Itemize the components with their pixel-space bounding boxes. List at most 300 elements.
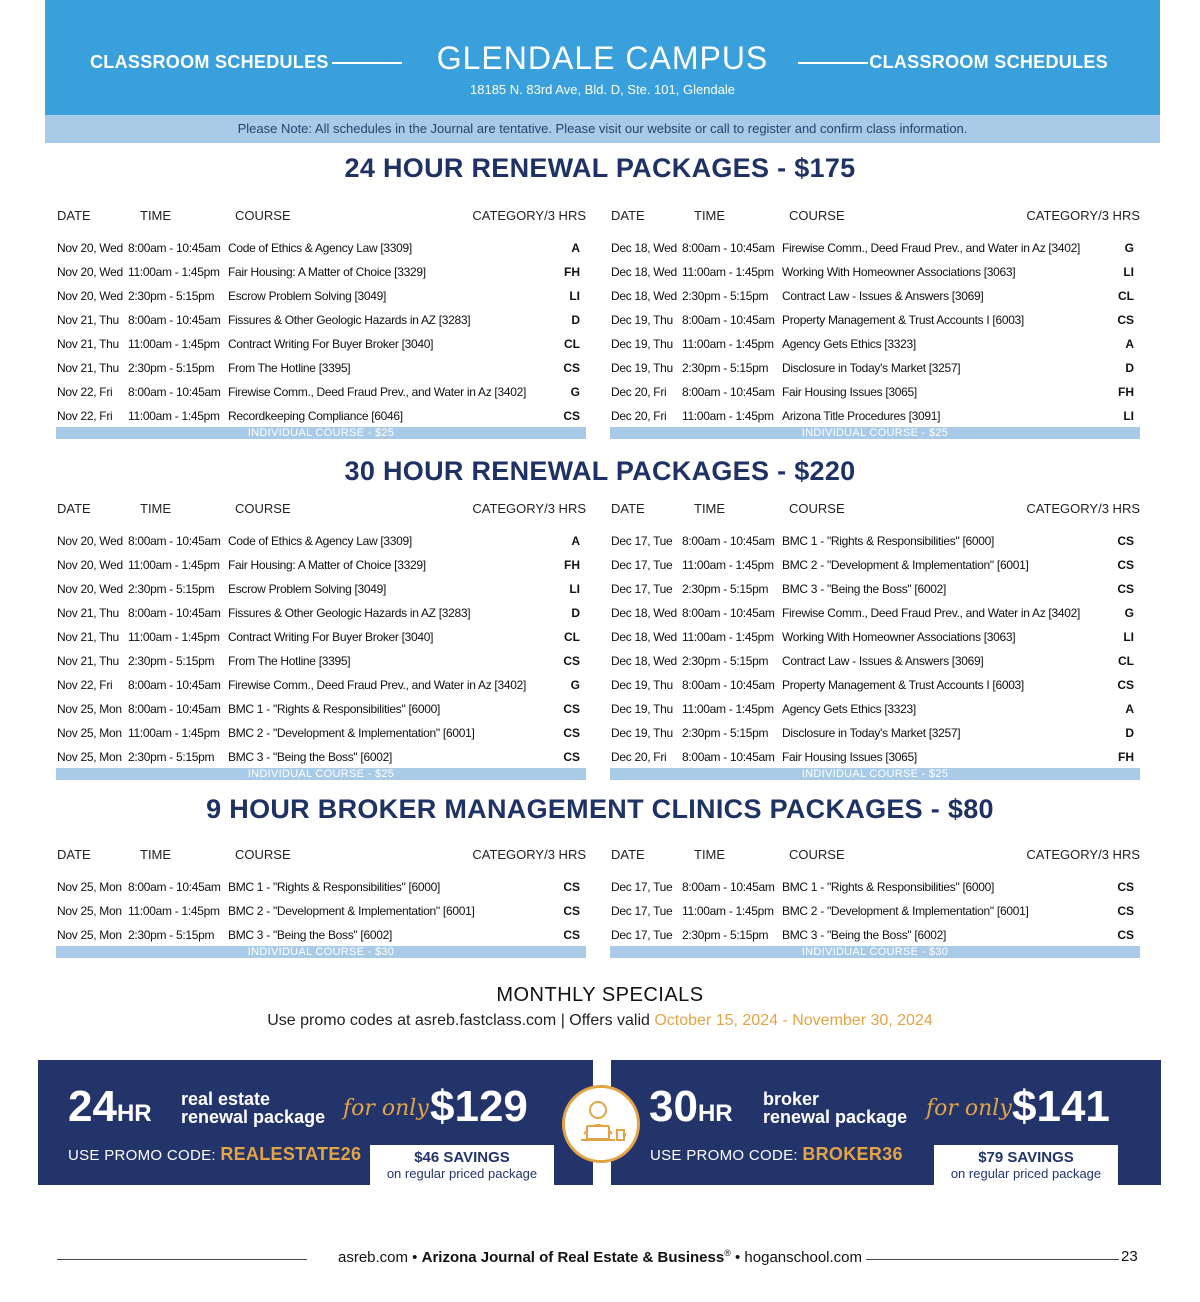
row-course: BMC 3 - "Being the Boss" [6002]	[228, 928, 392, 942]
row-category: CS	[1117, 558, 1134, 572]
savings-box	[934, 1145, 1118, 1185]
row-category: CS	[1117, 904, 1134, 918]
row-course: BMC 2 - "Development & Implementation" [6001]	[228, 726, 475, 740]
footer-separator: •	[408, 1249, 422, 1266]
header-time: TIME	[694, 208, 726, 223]
table-row	[610, 647, 1140, 671]
table-row	[56, 402, 586, 426]
row-course: BMC 1 - "Rights & Responsibilities" [6000]	[228, 702, 441, 716]
row-course: BMC 3 - "Being the Boss" [6002]	[228, 750, 392, 764]
table-header	[56, 847, 586, 873]
promo-package	[763, 1090, 907, 1126]
for-only-script: for only	[343, 1096, 429, 1121]
row-category: CS	[1117, 582, 1134, 596]
row-date: Dec 19, Thu	[611, 678, 673, 692]
row-time: 8:00am - 10:45am	[682, 750, 775, 764]
row-time: 8:00am - 10:45am	[128, 534, 221, 548]
savings-note: on regular priced package	[950, 1166, 1102, 1181]
promo-hours	[649, 1082, 733, 1132]
row-date: Nov 22, Fri	[57, 678, 113, 692]
row-time: 8:00am - 10:45am	[682, 313, 775, 327]
left-label: CLASSROOM SCHEDULES	[90, 52, 329, 72]
table-header	[56, 208, 586, 234]
row-date: Dec 18, Wed	[611, 289, 677, 303]
row-date: Dec 20, Fri	[611, 385, 667, 399]
promo-card-realestate	[38, 1060, 593, 1185]
row-time: 11:00am - 1:45pm	[128, 409, 220, 423]
row-time: 8:00am - 10:45am	[682, 241, 775, 255]
header-date: DATE	[57, 208, 91, 223]
row-course: Escrow Problem Solving [3049]	[228, 289, 387, 303]
row-date: Nov 20, Wed	[57, 558, 123, 572]
header-category: CATEGORY/3 HRS	[472, 208, 586, 223]
promo-price: $129	[430, 1082, 528, 1131]
promo-price: $141	[1012, 1082, 1110, 1131]
header-time: TIME	[694, 501, 726, 516]
row-category: CS	[1117, 928, 1134, 942]
row-time: 11:00am - 1:45pm	[128, 904, 220, 918]
row-date: Dec 20, Fri	[611, 409, 667, 423]
promo-hours	[68, 1082, 152, 1132]
table-header	[56, 501, 586, 527]
table-row	[56, 671, 586, 695]
table-row	[56, 599, 586, 623]
schedule-table	[610, 847, 1140, 958]
table-row	[56, 647, 586, 671]
row-course: BMC 2 - "Development & Implementation" [6001]	[782, 904, 1029, 918]
row-category: FH	[1118, 385, 1134, 399]
row-time: 11:00am - 1:45pm	[128, 337, 220, 351]
row-date: Nov 25, Mon	[57, 726, 122, 740]
row-category: D	[1125, 361, 1134, 375]
row-course: BMC 1 - "Rights & Responsibilities" [6000]	[782, 880, 995, 894]
savings-note: on regular priced package	[386, 1166, 538, 1181]
row-course: Fair Housing: A Matter of Choice [3329]	[228, 265, 426, 279]
row-date: Nov 20, Wed	[57, 534, 123, 548]
row-time: 2:30pm - 5:15pm	[682, 582, 769, 596]
row-date: Nov 25, Mon	[57, 904, 122, 918]
online-student-icon	[562, 1085, 640, 1163]
table-row	[56, 695, 586, 719]
row-category: CS	[1117, 880, 1134, 894]
row-course: Firewise Comm., Deed Fraud Prev., and Water in Az [3402]	[782, 241, 1080, 255]
header-course: COURSE	[235, 208, 291, 223]
promo-package-line2: renewal package	[763, 1107, 908, 1127]
row-category: FH	[564, 265, 580, 279]
row-time: 2:30pm - 5:15pm	[128, 750, 215, 764]
row-date: Nov 21, Thu	[57, 630, 119, 644]
row-course: Arizona Title Procedures [3091]	[782, 409, 941, 423]
table-row	[56, 306, 586, 330]
row-time: 8:00am - 10:45am	[682, 385, 775, 399]
promo-package-line1: real estate	[181, 1089, 271, 1109]
schedule-table	[610, 501, 1140, 780]
table-row	[56, 354, 586, 378]
row-category: CS	[1117, 678, 1134, 692]
row-category: CS	[1117, 534, 1134, 548]
table-row	[56, 378, 586, 402]
row-date: Nov 25, Mon	[57, 880, 122, 894]
row-course: BMC 1 - "Rights & Responsibilities" [6000]	[782, 534, 995, 548]
row-course: Fair Housing Issues [3065]	[782, 385, 917, 399]
row-date: Nov 25, Mon	[57, 702, 122, 716]
table-row	[610, 354, 1140, 378]
header-course: COURSE	[789, 847, 845, 862]
row-category: D	[571, 606, 580, 620]
row-category: CS	[563, 361, 580, 375]
campus-address: 18185 N. 83rd Ave, Bld. D, Ste. 101, Glendale	[470, 82, 735, 97]
row-date: Nov 22, Fri	[57, 409, 113, 423]
table-row	[56, 575, 586, 599]
table-row	[56, 623, 586, 647]
table-row	[610, 402, 1140, 426]
row-date: Dec 17, Tue	[611, 558, 673, 572]
row-date: Nov 21, Thu	[57, 361, 119, 375]
table-row	[610, 551, 1140, 575]
row-date: Nov 20, Wed	[57, 265, 123, 279]
row-course: Disclosure in Today's Market [3257]	[782, 361, 961, 375]
header-category: CATEGORY/3 HRS	[472, 501, 586, 516]
promo-card-broker	[611, 1060, 1161, 1185]
row-date: Dec 18, Wed	[611, 265, 677, 279]
row-course: Contract Writing For Buyer Broker [3040]	[228, 337, 434, 351]
row-course: From The Hotline [3395]	[228, 654, 351, 668]
row-category: CL	[564, 630, 580, 644]
row-date: Dec 17, Tue	[611, 534, 673, 548]
row-date: Dec 19, Thu	[611, 726, 673, 740]
row-date: Nov 21, Thu	[57, 337, 119, 351]
row-category: CS	[563, 702, 580, 716]
table-row	[610, 575, 1140, 599]
row-course: Fissures & Other Geologic Hazards in AZ [3283]	[228, 606, 471, 620]
row-category: CL	[1118, 289, 1134, 303]
promo-code	[68, 1144, 361, 1165]
row-course: Agency Gets Ethics [3323]	[782, 337, 916, 351]
row-time: 8:00am - 10:45am	[682, 880, 775, 894]
individual-course-price: INDIVIDUAL COURSE - $30	[610, 946, 1140, 958]
row-time: 11:00am - 1:45pm	[682, 904, 774, 918]
row-category: CS	[563, 654, 580, 668]
row-date: Dec 19, Thu	[611, 313, 673, 327]
row-time: 11:00am - 1:45pm	[682, 558, 774, 572]
individual-course-price: INDIVIDUAL COURSE - $25	[56, 427, 586, 439]
row-time: 11:00am - 1:45pm	[128, 630, 220, 644]
row-time: 11:00am - 1:45pm	[682, 409, 774, 423]
promo-package-line1: broker	[763, 1089, 820, 1109]
promo-code-label: USE PROMO CODE:	[650, 1147, 803, 1164]
row-time: 11:00am - 1:45pm	[682, 702, 774, 716]
row-time: 2:30pm - 5:15pm	[128, 654, 215, 668]
row-course: Contract Writing For Buyer Broker [3040]	[228, 630, 434, 644]
row-time: 11:00am - 1:45pm	[128, 558, 220, 572]
header-course: COURSE	[235, 847, 291, 862]
campus-header	[45, 0, 1160, 115]
schedule-table	[56, 208, 586, 439]
row-course: BMC 3 - "Being the Boss" [6002]	[782, 928, 946, 942]
row-course: Fair Housing Issues [3065]	[782, 750, 917, 764]
row-date: Dec 17, Tue	[611, 582, 673, 596]
page-title: GLENDALE CAMPUS	[436, 40, 769, 76]
row-course: Code of Ethics & Agency Law [3309]	[228, 534, 412, 548]
individual-course-price: INDIVIDUAL COURSE - $25	[610, 427, 1140, 439]
promo-code-value: REALESTATE26	[220, 1144, 362, 1164]
row-date: Dec 17, Tue	[611, 904, 673, 918]
header-time: TIME	[140, 847, 172, 862]
row-time: 11:00am - 1:45pm	[682, 337, 774, 351]
table-row	[610, 623, 1140, 647]
row-time: 8:00am - 10:45am	[128, 880, 221, 894]
header-category: CATEGORY/3 HRS	[1026, 847, 1140, 862]
row-date: Dec 17, Tue	[611, 928, 673, 942]
row-time: 2:30pm - 5:15pm	[682, 726, 769, 740]
promo-hr-unit: HR	[116, 1100, 152, 1127]
table-row	[610, 873, 1140, 897]
table-row	[610, 527, 1140, 551]
footer-site-asreb: asreb.com	[337, 1249, 409, 1266]
row-time: 2:30pm - 5:15pm	[682, 361, 769, 375]
row-category: LI	[569, 289, 580, 303]
promo-package-line2: renewal package	[181, 1107, 326, 1127]
row-course: BMC 3 - "Being the Boss" [6002]	[782, 582, 946, 596]
row-course: Code of Ethics & Agency Law [3309]	[228, 241, 412, 255]
table-row	[610, 258, 1140, 282]
row-category: A	[1125, 702, 1134, 716]
header-category: CATEGORY/3 HRS	[1026, 501, 1140, 516]
row-course: From The Hotline [3395]	[228, 361, 351, 375]
header-date: DATE	[611, 208, 645, 223]
row-time: 8:00am - 10:45am	[128, 678, 221, 692]
header-time: TIME	[694, 847, 726, 862]
promo-hours-number: 24	[68, 1082, 117, 1131]
row-course: Property Management & Trust Accounts I [6003]	[782, 313, 1024, 327]
row-date: Dec 18, Wed	[611, 630, 677, 644]
row-date: Dec 20, Fri	[611, 750, 667, 764]
laptop-person-icon	[565, 1088, 637, 1160]
table-row	[56, 527, 586, 551]
promo-hours-number: 30	[649, 1082, 698, 1131]
row-category: CS	[1117, 313, 1134, 327]
row-time: 11:00am - 1:45pm	[128, 265, 220, 279]
promo-hr-unit: HR	[697, 1100, 733, 1127]
table-row	[610, 921, 1140, 945]
row-course: Contract Law - Issues & Answers [3069]	[782, 289, 984, 303]
row-date: Nov 20, Wed	[57, 582, 123, 596]
section-title-9hr: 9 HOUR BROKER MANAGEMENT CLINICS PACKAGES - $80	[206, 794, 994, 824]
row-course: BMC 1 - "Rights & Responsibilities" [6000]	[228, 880, 441, 894]
footer-line	[0, 1248, 1200, 1266]
savings-amount: $79 SAVINGS	[978, 1149, 1074, 1166]
for-only-script: for only	[926, 1096, 1012, 1121]
row-course: Contract Law - Issues & Answers [3069]	[782, 654, 984, 668]
footer-registered: ®	[724, 1248, 731, 1258]
row-date: Nov 21, Thu	[57, 606, 119, 620]
table-row	[56, 873, 586, 897]
row-course: Fissures & Other Geologic Hazards in AZ [3283]	[228, 313, 471, 327]
tentative-note: Please Note: All schedules in the Journal are tentative. Please visit our website or call to register and confirm class information.	[45, 115, 1160, 143]
row-category: CS	[563, 904, 580, 918]
row-time: 8:00am - 10:45am	[128, 241, 221, 255]
row-category: FH	[564, 558, 580, 572]
table-header	[610, 208, 1140, 234]
table-row	[610, 719, 1140, 743]
row-time: 2:30pm - 5:15pm	[128, 928, 215, 942]
row-date: Nov 21, Thu	[57, 313, 119, 327]
table-row	[56, 551, 586, 575]
row-date: Nov 25, Mon	[57, 928, 122, 942]
page-number: 23	[1121, 1248, 1138, 1265]
savings-box	[370, 1145, 554, 1185]
table-row	[56, 719, 586, 743]
schedule-table	[610, 208, 1140, 439]
section-title-30hr: 30 HOUR RENEWAL PACKAGES - $220	[344, 456, 856, 486]
row-date: Nov 20, Wed	[57, 241, 123, 255]
header-course: COURSE	[789, 208, 845, 223]
row-category: FH	[1118, 750, 1134, 764]
header-time: TIME	[140, 208, 172, 223]
row-date: Dec 19, Thu	[611, 337, 673, 351]
header-course: COURSE	[235, 501, 291, 516]
row-date: Dec 19, Thu	[611, 702, 673, 716]
row-time: 8:00am - 10:45am	[682, 534, 775, 548]
row-category: CS	[563, 750, 580, 764]
row-date: Dec 19, Thu	[611, 361, 673, 375]
row-course: Fair Housing: A Matter of Choice [3329]	[228, 558, 426, 572]
offer-dates: October 15, 2024 - November 30, 2024	[654, 1012, 933, 1029]
row-category: G	[570, 385, 580, 399]
promo-package	[181, 1090, 325, 1126]
table-row	[610, 671, 1140, 695]
promo-code	[650, 1144, 903, 1165]
row-category: LI	[1123, 409, 1134, 423]
row-date: Nov 22, Fri	[57, 385, 113, 399]
table-row	[56, 897, 586, 921]
promo-code-label: USE PROMO CODE:	[68, 1147, 221, 1164]
table-row	[610, 743, 1140, 767]
row-category: A	[571, 534, 580, 548]
row-course: Firewise Comm., Deed Fraud Prev., and Water in Az [3402]	[782, 606, 1080, 620]
table-row	[610, 282, 1140, 306]
row-time: 2:30pm - 5:15pm	[128, 361, 215, 375]
row-date: Nov 25, Mon	[57, 750, 122, 764]
row-date: Nov 20, Wed	[57, 289, 123, 303]
table-row	[610, 599, 1140, 623]
row-date: Dec 18, Wed	[611, 241, 677, 255]
row-time: 8:00am - 10:45am	[128, 702, 221, 716]
row-course: Disclosure in Today's Market [3257]	[782, 726, 961, 740]
header-time: TIME	[140, 501, 172, 516]
table-row	[610, 897, 1140, 921]
promo-code-value: BROKER36	[802, 1144, 903, 1164]
individual-course-price: INDIVIDUAL COURSE - $25	[610, 768, 1140, 780]
row-date: Dec 17, Tue	[611, 880, 673, 894]
row-category: LI	[569, 582, 580, 596]
header-date: DATE	[611, 501, 645, 516]
row-category: G	[570, 678, 580, 692]
row-category: D	[1125, 726, 1134, 740]
footer-separator: •	[730, 1249, 745, 1266]
table-row	[56, 330, 586, 354]
header-category: CATEGORY/3 HRS	[472, 847, 586, 862]
row-category: A	[1125, 337, 1134, 351]
row-category: CL	[1118, 654, 1134, 668]
savings-amount: $46 SAVINGS	[414, 1149, 510, 1166]
row-date: Nov 21, Thu	[57, 654, 119, 668]
row-date: Dec 18, Wed	[611, 606, 677, 620]
header-date: DATE	[611, 847, 645, 862]
row-category: CS	[563, 726, 580, 740]
table-row	[56, 282, 586, 306]
specials-subtitle	[0, 1012, 1200, 1030]
table-header	[610, 847, 1140, 873]
table-row	[56, 234, 586, 258]
table-row	[610, 378, 1140, 402]
schedule-table	[56, 847, 586, 958]
table-row	[610, 695, 1140, 719]
right-label: CLASSROOM SCHEDULES	[869, 52, 1108, 72]
individual-course-price: INDIVIDUAL COURSE - $25	[56, 768, 586, 780]
row-time: 8:00am - 10:45am	[128, 313, 221, 327]
row-category: LI	[1123, 630, 1134, 644]
row-category: G	[1124, 606, 1134, 620]
table-row	[56, 258, 586, 282]
specials-title: MONTHLY SPECIALS	[496, 984, 704, 1006]
table-row	[56, 921, 586, 945]
row-time: 8:00am - 10:45am	[682, 606, 775, 620]
header-date: DATE	[57, 847, 91, 862]
header-category: CATEGORY/3 HRS	[1026, 208, 1140, 223]
row-course: BMC 2 - "Development & Implementation" [6001]	[782, 558, 1029, 572]
row-course: Recordkeeping Compliance [6046]	[228, 409, 403, 423]
table-row	[610, 234, 1140, 258]
row-time: 11:00am - 1:45pm	[128, 726, 220, 740]
row-time: 2:30pm - 5:15pm	[682, 654, 769, 668]
row-course: Working With Homeowner Associations [3063]	[782, 265, 1016, 279]
row-course: Firewise Comm., Deed Fraud Prev., and Water in Az [3402]	[228, 385, 526, 399]
header-rule-right	[798, 62, 868, 64]
table-header	[610, 501, 1140, 527]
header-course: COURSE	[789, 501, 845, 516]
row-course: Working With Homeowner Associations [3063]	[782, 630, 1016, 644]
row-category: CS	[563, 880, 580, 894]
row-course: Property Management & Trust Accounts I [6003]	[782, 678, 1024, 692]
table-row	[56, 743, 586, 767]
row-time: 8:00am - 10:45am	[682, 678, 775, 692]
row-date: Dec 18, Wed	[611, 654, 677, 668]
row-time: 2:30pm - 5:15pm	[682, 289, 769, 303]
header-date: DATE	[57, 501, 91, 516]
row-category: D	[571, 313, 580, 327]
row-category: CS	[563, 409, 580, 423]
section-title-24hr: 24 HOUR RENEWAL PACKAGES - $175	[344, 153, 856, 183]
row-time: 2:30pm - 5:15pm	[128, 289, 215, 303]
row-time: 2:30pm - 5:15pm	[128, 582, 215, 596]
row-course: BMC 2 - "Development & Implementation" [6001]	[228, 904, 475, 918]
row-time: 8:00am - 10:45am	[128, 385, 221, 399]
row-course: Firewise Comm., Deed Fraud Prev., and Water in Az [3402]	[228, 678, 526, 692]
schedule-table	[56, 501, 586, 780]
row-category: A	[571, 241, 580, 255]
row-category: CS	[563, 928, 580, 942]
individual-course-price: INDIVIDUAL COURSE - $30	[56, 946, 586, 958]
row-course: Escrow Problem Solving [3049]	[228, 582, 387, 596]
specials-subtitle-text: Use promo codes at asreb.fastclass.com | Offers valid	[267, 1012, 655, 1029]
row-time: 2:30pm - 5:15pm	[682, 928, 769, 942]
footer-site-hogan: hoganschool.com	[744, 1249, 862, 1266]
row-time: 11:00am - 1:45pm	[682, 630, 774, 644]
row-category: G	[1124, 241, 1134, 255]
row-course: Agency Gets Ethics [3323]	[782, 702, 916, 716]
row-category: CL	[564, 337, 580, 351]
